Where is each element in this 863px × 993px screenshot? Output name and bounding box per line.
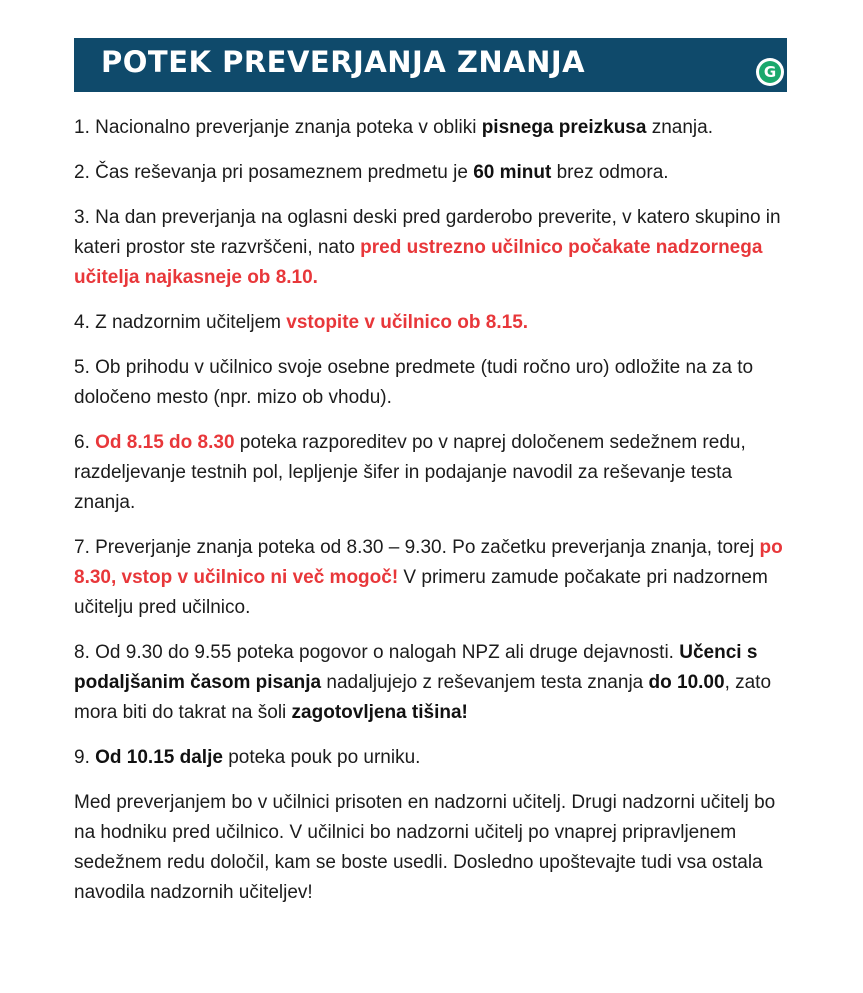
instructions-list bbox=[74, 113, 794, 908]
closing-paragraph: Med preverjanjem bo v učilnici prisoten en nadzorni učitelj. Drugi nadzorni učitelj bo na hodniku pred učilnico. V učilnici bo nadzorni učitelj po vnaprej pripravljenem sedežnem redu določil, kam se boste usedli. Dosledno upoštevajte tudi vsa ostala navodila nadzornih učiteljev! bbox=[74, 792, 776, 903]
list-item-1: 1. Nacionalno preverjanje znanja poteka v obliki pisnega preizkusa znanja. bbox=[74, 117, 713, 138]
list-item-8: 8. Od 9.30 do 9.55 poteka pogovor o nalogah NPZ ali druge dejavnosti. Učenci s podaljšanim časom pisanja nadaljujejo z reševanjem testa znanja do 10.00, zato mora biti do takrat na šoli zagotovljena tišina! bbox=[74, 642, 772, 723]
list-item-3: 3. Na dan preverjanja na oglasni deski pred garderobo preverite, v katero skupino in kateri prostor ste razvrščeni, nato pred ustrezno učilnico počakate nadzornega učitelja najkasneje ob 8.10. bbox=[74, 207, 781, 288]
logo-letter: G bbox=[759, 61, 781, 83]
page-title: POTEK PREVERJANJA ZNANJA bbox=[101, 45, 586, 79]
title-banner bbox=[74, 38, 787, 92]
school-logo-icon bbox=[756, 58, 784, 86]
list-item-2: 2. Čas reševanja pri posameznem predmetu je 60 minut brez odmora. bbox=[74, 162, 669, 183]
list-item-7: 7. Preverjanje znanja poteka od 8.30 – 9.30. Po začetku preverjanja znanja, torej po 8.30, vstop v učilnico ni več mogoč! V primeru zamude počakate pri nadzornem učitelju pred učilnico. bbox=[74, 537, 783, 618]
list-item-9: 9. Od 10.15 dalje poteka pouk po urniku. bbox=[74, 747, 421, 768]
list-item-6: 6. Od 8.15 do 8.30 poteka razporeditev po v naprej določenem sedežnem redu, razdeljevanje testnih pol, lepljenje šifer in podajanje navodil za reševanje testa znanja. bbox=[74, 432, 746, 513]
list-item-4: 4. Z nadzornim učiteljem vstopite v učilnico ob 8.15. bbox=[74, 312, 529, 333]
list-item-5: 5. Ob prihodu v učilnico svoje osebne predmete (tudi ročno uro) odložite na za to določeno mesto (npr. mizo ob vhodu). bbox=[74, 357, 754, 408]
